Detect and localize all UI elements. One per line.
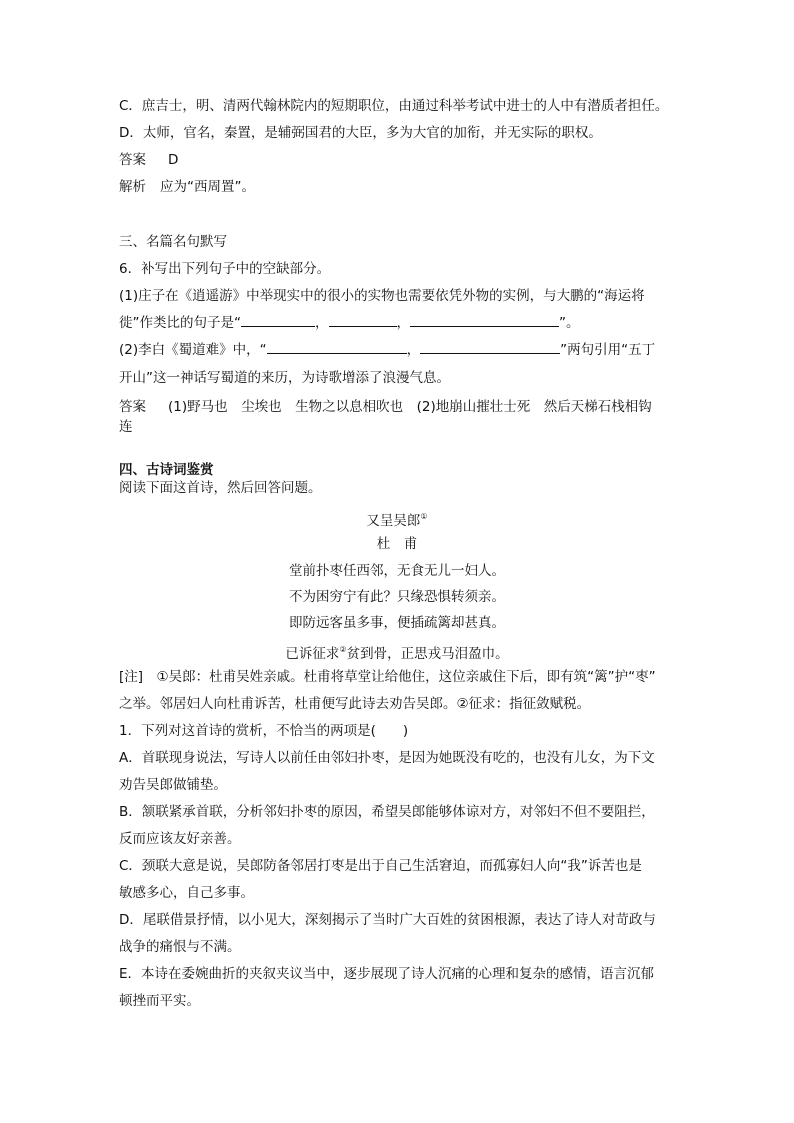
analysis-prev [119, 177, 255, 197]
q6-2-sep: ， [406, 342, 421, 358]
poem-line-4-post: 贫到骨，正思戎马泪盈巾。 [346, 646, 509, 662]
poem-line-4-note: ② [339, 645, 347, 654]
option-d-line-1: D．尾联借景抒情，以小见大，深刻揭示了当时广大百姓的贫困根源，表达了诗人对苛政与 [119, 912, 656, 928]
answer-value: D [168, 152, 179, 168]
q6-1-end: ”。 [559, 315, 580, 331]
answer-6 [119, 397, 652, 417]
q6-2-line-b: 开山”这一神话写蜀道的来历，为诗歌增添了浪漫气息。 [119, 370, 450, 386]
analysis-text: 应为“西周置”。 [160, 179, 255, 195]
q6-1-sep: ， [396, 315, 410, 331]
fill-blank[interactable] [329, 313, 397, 327]
option-c-line-2: 敏感多心，自己多事。 [119, 885, 254, 901]
option-c-prev: C．庶吉士，明、清两代翰林院内的短期职位，由通过科举考试中进士的人中有潜质者担任。 [119, 98, 669, 114]
option-a-line-2: 劝告吴郎做铺垫。 [119, 777, 227, 793]
option-b-line-2: 反而应该友好亲善。 [119, 831, 241, 847]
fill-blank[interactable] [420, 340, 560, 354]
q6-1-line-b [119, 313, 580, 333]
note-line-1: [注] ①吴郎：杜甫吴姓亲戚。杜甫将草堂让给他住，这位亲戚住下后，即有筑“篱”护“枣” [119, 669, 656, 685]
poem-line: 堂前扑枣任西邻，无食无儿一妇人。 [289, 563, 505, 579]
option-b-line-1: B．颔联紧承首联，分析邻妇扑枣的原因，希望吴郎能够体谅对方，对邻妇不但不要阻拦， [119, 804, 655, 820]
q6-2-pre: (2)李白《蜀道难》中，“ [119, 342, 267, 358]
poem-line: 不为困穷宁有此？只缘恐惧转须亲。 [289, 589, 505, 605]
section-4-title: 四、古诗词鉴赏 [119, 462, 214, 478]
q1-stem: 1．下列对这首诗的赏析，不恰当的两项是( ) [119, 723, 409, 739]
option-e-line-2: 顿挫而平实。 [119, 993, 200, 1009]
poem-line [0, 640, 794, 664]
fill-blank[interactable] [410, 313, 559, 327]
answer-6-cont: 连 [119, 419, 133, 435]
poem-line-4-pre: 已诉征求 [285, 646, 340, 662]
option-a-line-1: A．首联现身说法，写诗人以前任由邻妇扑枣，是因为她既没有吃的，也没有儿女，为下文 [119, 750, 655, 766]
q6-2-post: ”两句引用“五丁 [560, 342, 656, 358]
q6-1-line-a: (1)庄子在《逍遥游》中举现实中的很小的实物也需要依凭外物的实例，与大鹏的“海运将 [119, 288, 645, 304]
answer-6-text: (1)野马也 尘埃也 生物之以息相吹也 (2)地崩山摧壮士死 然后天梯石栈相钩 [168, 399, 652, 415]
q6-1-sep: ， [315, 315, 329, 331]
reading-instruction: 阅读下面这首诗，然后回答问题。 [119, 480, 322, 496]
option-d-line-2: 战争的痛恨与不满。 [119, 939, 241, 955]
q6-2-line-a [119, 340, 655, 360]
note-line-2: 之举。邻居妇人向杜甫诉苦，杜甫便写此诗去劝告吴郎。②征求：指征敛赋税。 [119, 696, 591, 712]
option-c-line-1: C．颈联大意是说，吴郎防备邻居打枣是出于自己生活窘迫，而孤寡妇人向“我”诉苦也是 [119, 858, 642, 874]
fill-blank[interactable] [241, 313, 315, 327]
q6-1-pre: 徙”作类比的句子是“ [119, 315, 241, 331]
poem-author: 杜 甫 [376, 536, 418, 552]
poem-title [0, 507, 794, 531]
option-d-prev: D．太师，官名，秦置，是辅弼国君的大臣，多为大官的加衔，并无实际的职权。 [119, 125, 602, 141]
answer-prev [119, 150, 178, 170]
poem-title-note: ① [420, 512, 428, 521]
poem-title-text: 又呈吴郎 [366, 513, 421, 529]
poem-line: 即防远客虽多事，便插疏篱却甚真。 [289, 615, 505, 631]
fill-blank[interactable] [267, 340, 407, 354]
section-3-title: 三、名篇名句默写 [119, 234, 227, 250]
answer-label: 答案 [119, 152, 146, 168]
answer-label: 答案 [119, 399, 146, 415]
option-e-line-1: E．本诗在委婉曲折的夹叙夹议当中，逐步展现了诗人沉痛的心理和复杂的感情，语言沉郁 [119, 966, 655, 982]
analysis-label: 解析 [119, 179, 146, 195]
q6-stem: 6．补写出下列句子中的空缺部分。 [119, 261, 331, 277]
